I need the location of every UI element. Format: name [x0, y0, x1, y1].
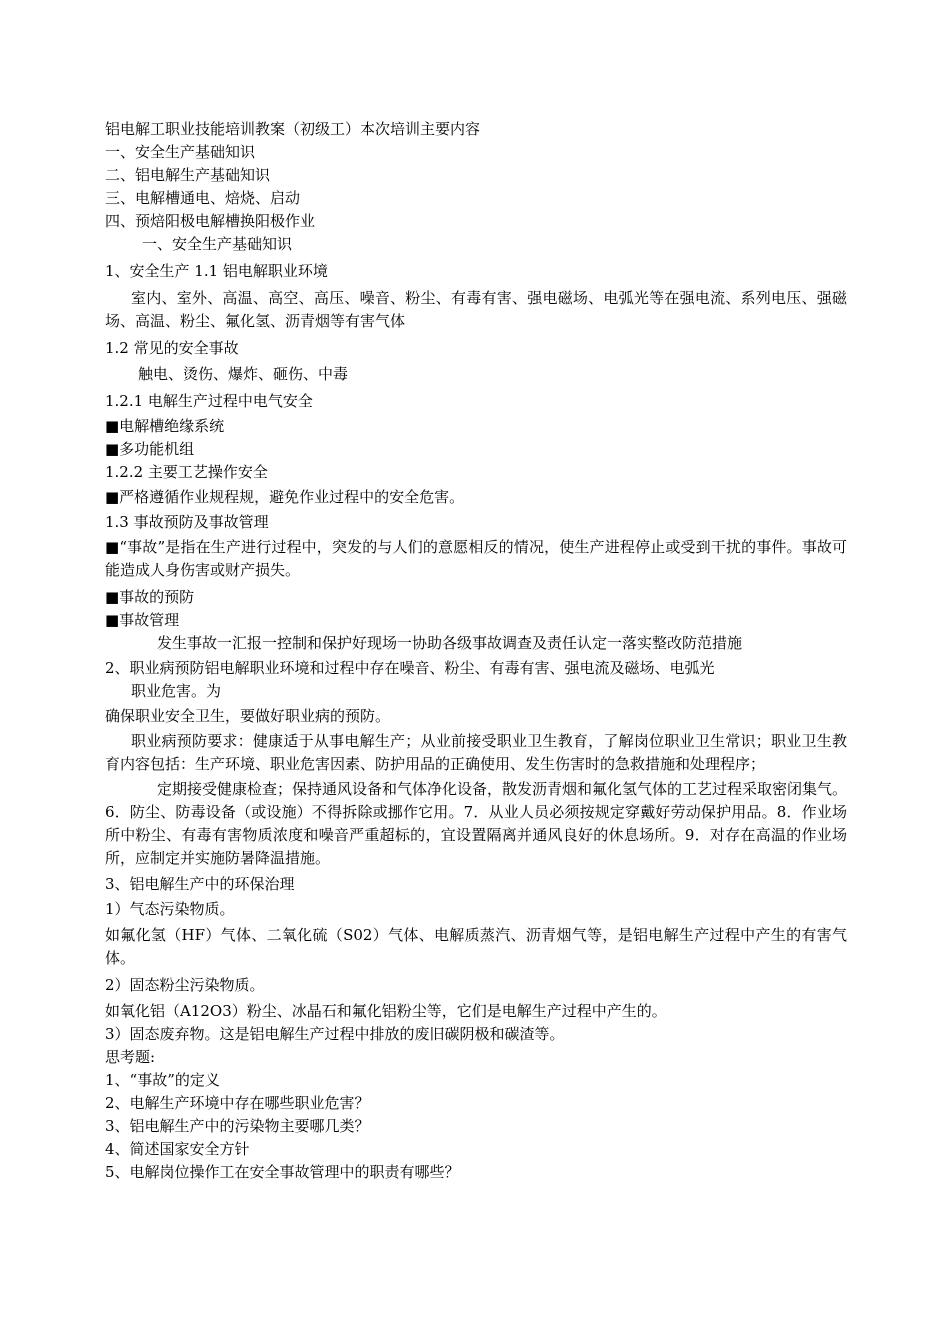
subsection-heading: 1.3 事故预防及事故管理 — [105, 513, 269, 531]
bullet-item: ■“事故”是指在生产进行过程中，突发的与人们的意愿相反的情况，使生产进程停止或受到干扰的事件。事故可能造成人身伤害或财产损失。 — [105, 538, 847, 579]
bullet-item: ■事故管理 — [105, 611, 180, 629]
toc-item: 二、铝电解生产基础知识 — [105, 166, 271, 184]
subsection-heading: 1.2.2 主要工艺操作安全 — [105, 463, 268, 481]
bullet-item: ■多功能机组 — [105, 440, 195, 458]
paragraph: 职业病预防要求：健康适于从事电解生产；从业前接受职业卫生教育，了解岗位职业卫生常识；职业卫生教育内容包括：生产环境、职业危害因素、防护用品的正确使用、发生伤害时的急救措施和处理程序； — [105, 732, 847, 773]
paragraph: 2、职业病预防铝电解职业环境和过程中存在噪音、粉尘、有毒有害、强电流及磁场、电弧光 — [105, 659, 715, 677]
subsection-heading: 1.2.1 电解生产过程中电气安全 — [105, 392, 313, 410]
paragraph: 如氧化铝（A12O3）粉尘、冰晶石和氟化铝粉尘等，它们是电解生产过程中产生的。 — [105, 1002, 667, 1020]
subsection-heading: 1、安全生产 1.1 铝电解职业环境 — [105, 262, 328, 280]
list-item: 3）固态废弃物。这是铝电解生产过程中排放的废旧碳阴极和碳渣等。 — [105, 1025, 565, 1043]
question-item: 4、简述国家安全方针 — [105, 1140, 250, 1158]
questions-heading: 思考题: — [105, 1048, 156, 1066]
subsection-heading: 1.2 常见的安全事故 — [105, 339, 239, 357]
list-item: 2）固态粉尘污染物质。 — [105, 976, 265, 994]
toc-item: 一、安全生产基础知识 — [105, 143, 256, 161]
document-title: 铝电解工职业技能培训教案（初级工）本次培训主要内容 — [105, 120, 481, 138]
bullet-item: ■事故的预防 — [105, 588, 195, 606]
toc-item: 三、电解槽通电、焙烧、启动 — [105, 189, 301, 207]
question-item: 5、电解岗位操作工在安全事故管理中的职责有哪些？ — [105, 1163, 460, 1181]
question-item: 1、“事故”的定义 — [105, 1071, 220, 1089]
paragraph: 定期接受健康检查；保持通风设备和气体净化设备，散发沥青烟和氟化氢气体的工艺过程采取密闭集气。6．防尘、防毒设备（或设施）不得拆除或挪作它用。7．从业人员必须按规定穿戴好劳动保护用品。8．作业场所中粉尘、有毒有害物质浓度和噪音严重超标的，宜设置隔离并通风良好的休息场所。9．对存在高温的作业场所，应制定并实施防暑降温措施。 — [105, 780, 848, 867]
bullet-item: ■严格遵循作业规程规，避免作业过程中的安全危害。 — [105, 488, 465, 506]
question-item: 2、电解生产环境中存在哪些职业危害？ — [105, 1094, 370, 1112]
paragraph: 确保职业安全卫生，要做好职业病的预防。 — [105, 707, 391, 725]
toc-item: 四、预焙阳极电解槽换阳极作业 — [105, 212, 316, 230]
section-heading: 一、安全生产基础知识 — [142, 235, 293, 253]
paragraph: 触电、烫伤、爆炸、砸伤、中毒 — [138, 365, 349, 383]
question-item: 3、铝电解生产中的污染物主要哪几类？ — [105, 1117, 370, 1135]
subsection-heading: 3、铝电解生产中的环保治理 — [105, 875, 295, 893]
document-page — [105, 118, 847, 1184]
paragraph: 室内、室外、高温、高空、高压、噪音、粉尘、有毒有害、强电磁场、电弧光等在强电流、系列电压、强磁场、高温、粉尘、氟化氢、沥青烟等有害气体 — [105, 289, 847, 330]
bullet-item: ■电解槽绝缘系统 — [105, 417, 225, 435]
paragraph: 如氟化氢（HF）气体、二氧化硫（S02）气体、电解质蒸汽、沥青烟气等，是铝电解生产过程中产生的有害气体。 — [105, 926, 847, 967]
paragraph: 职业危害。为 — [131, 682, 222, 700]
list-item: 1）气态污染物质。 — [105, 900, 235, 918]
paragraph: 发生事故一汇报一控制和保护好现场一协助各级事故调查及责任认定一落实整改防范措施 — [157, 634, 743, 652]
